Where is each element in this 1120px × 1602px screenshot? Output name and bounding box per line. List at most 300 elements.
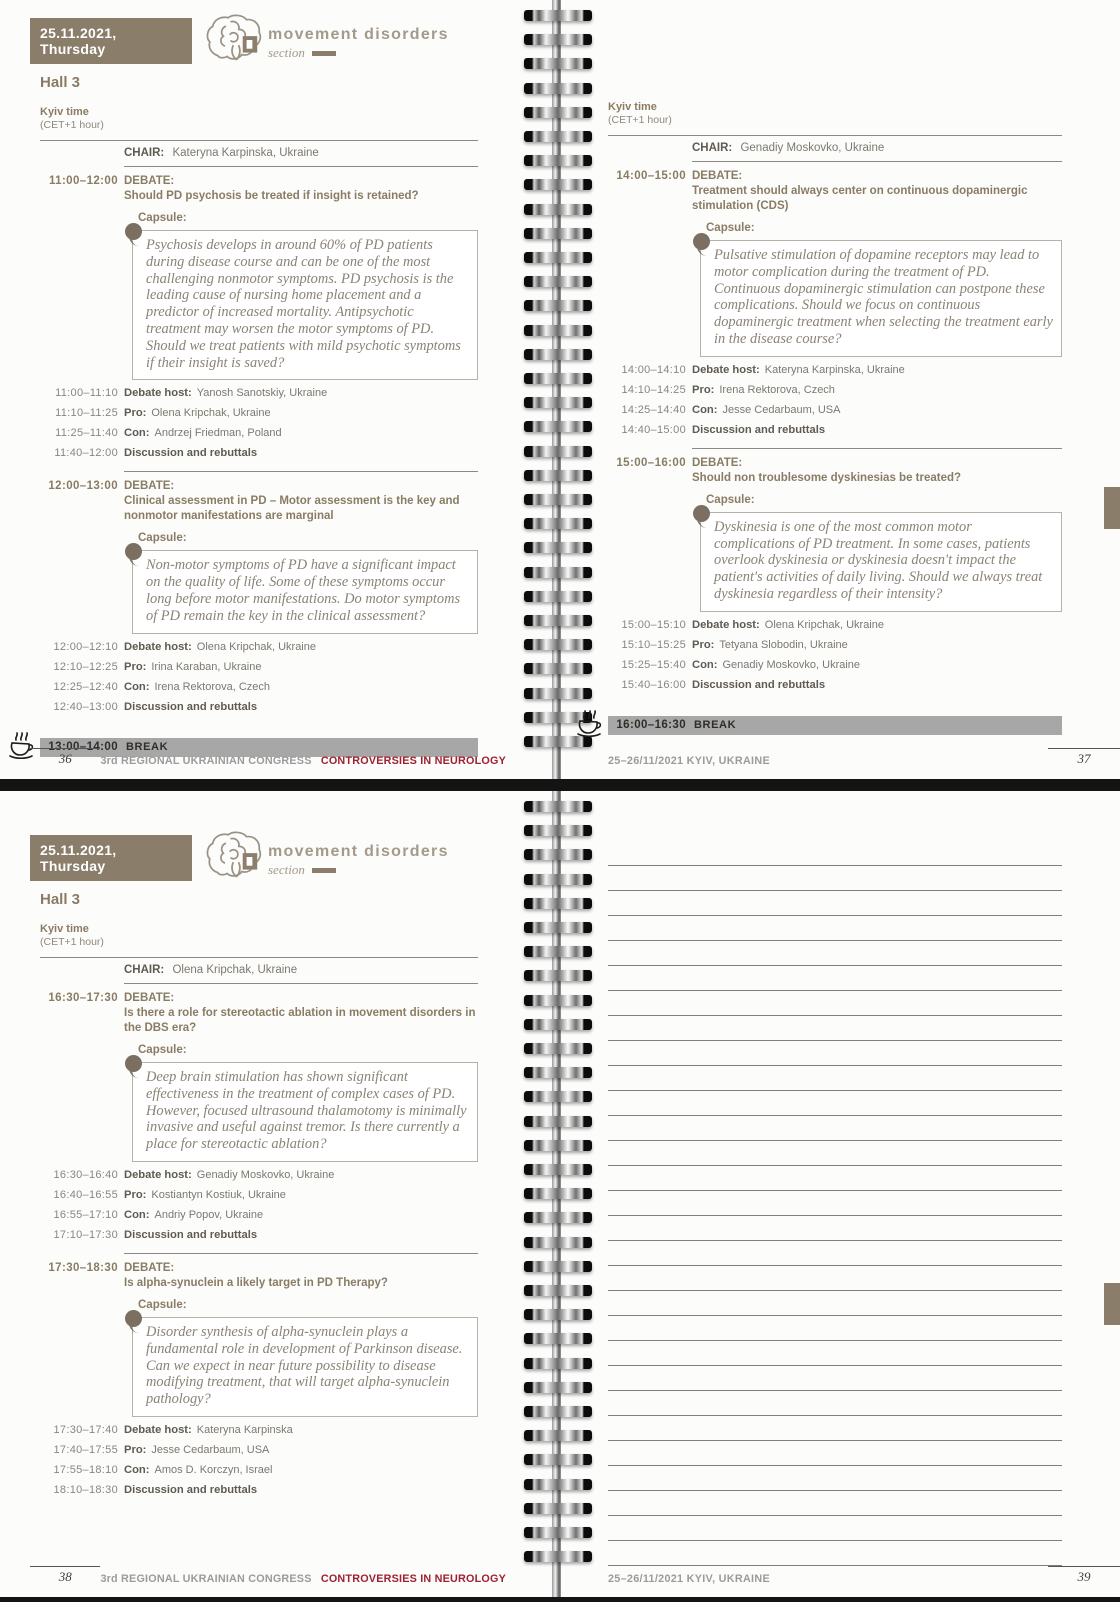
speaker-name: Kateryna Karpinska, Ukraine	[764, 363, 905, 376]
schedule-row	[53, 1463, 478, 1477]
capsule-text: Pulsative stimulation of dopamine receptors may lead to motor complication during the treatment of PD. Continuous dopaminergic stimulation can postpone these complications. Should we focus on continuous dopaminergic treatment when selecting the treatment early in the disease course?	[714, 247, 1053, 347]
session-list	[608, 162, 1062, 735]
schedule-label: Debate host:	[124, 1423, 192, 1436]
note-line	[608, 965, 1062, 990]
spiral-ring	[524, 1358, 592, 1369]
schedule-time: 15:10–15:25	[621, 638, 686, 651]
spread-divider	[0, 779, 1120, 791]
schedule-label: Pro:	[124, 1188, 147, 1201]
event-info: 25–26/11/2021 KYIV, UKRAINE	[608, 755, 770, 767]
debate-label: DEBATE:	[692, 456, 743, 469]
spiral-ring	[524, 898, 592, 909]
spiral-binding	[520, 0, 596, 779]
spiral-ring	[524, 542, 592, 553]
congress-title: CONTROVERSIES IN NEUROLOGY	[320, 755, 506, 767]
session-block	[608, 449, 1062, 704]
spiral-ring	[524, 446, 592, 457]
schedule-time: 18:10–18:30	[53, 1483, 118, 1496]
schedule-label: Con:	[124, 680, 150, 693]
schedule-time: 11:25–11:40	[55, 427, 118, 440]
schedule-row	[53, 1443, 478, 1457]
page-number: 37	[1048, 748, 1120, 767]
speaker-name: Yanosh Sanotskiy, Ukraine	[196, 387, 328, 400]
session-time: 17:30–18:30	[48, 1261, 118, 1274]
schedule-time: 17:40–17:55	[53, 1443, 118, 1456]
capsule-label: Capsule:	[706, 493, 755, 506]
spiral-ring	[524, 1140, 592, 1151]
page-36	[40, 0, 506, 779]
spiral-ring	[524, 204, 592, 215]
schedule-label: Debate host:	[692, 618, 760, 631]
note-line	[608, 1090, 1062, 1115]
chair-name: Kateryna Karpinska, Ukraine	[172, 147, 319, 159]
speaker-name: Andrzej Friedman, Poland	[154, 427, 282, 440]
schedule-time: 15:25–15:40	[621, 658, 686, 671]
schedule-row	[621, 618, 1062, 632]
page-header	[30, 835, 478, 885]
spiral-ring	[524, 397, 592, 408]
note-line	[608, 1390, 1062, 1415]
schedule-time: 12:10–12:25	[53, 660, 118, 673]
date-box	[30, 18, 192, 64]
spiral-ring	[524, 1551, 592, 1562]
schedule-time: 11:10–11:25	[55, 407, 118, 420]
timezone-title: Kyiv time	[608, 101, 657, 113]
congress-footer	[100, 755, 506, 767]
capsule-bullet-icon	[125, 543, 142, 560]
note-line	[608, 1515, 1062, 1540]
page-38	[40, 791, 506, 1597]
spiral-ring	[524, 825, 592, 836]
capsule-bullet-icon	[693, 233, 710, 250]
chair-row	[40, 141, 478, 167]
speaker-name: Irena Rektorova, Czech	[154, 680, 271, 693]
capsule-box	[132, 1062, 478, 1162]
capsule-bullet-icon	[693, 505, 710, 522]
schedule-time: 12:00–12:10	[53, 640, 118, 653]
spiral-ring	[524, 1454, 592, 1465]
speaker-name: Kostiantyn Kostiuk, Ukraine	[151, 1188, 286, 1201]
schedule-row	[53, 1208, 478, 1222]
schedule-time: 17:55–18:10	[53, 1463, 118, 1476]
spiral-ring	[524, 1406, 592, 1417]
spiral-ring	[524, 131, 592, 142]
note-line	[608, 1215, 1062, 1240]
note-line	[608, 915, 1062, 940]
note-line	[608, 1415, 1062, 1440]
congress-title: CONTROVERSIES IN NEUROLOGY	[320, 1573, 506, 1585]
break-label: BREAK	[694, 719, 737, 732]
spiral-ring	[524, 1188, 592, 1199]
schedule-label: Pro:	[692, 383, 715, 396]
note-line	[608, 1190, 1062, 1215]
schedule-label: Debate host:	[124, 1168, 192, 1181]
logo-bar	[312, 51, 336, 56]
spiral-ring	[524, 1237, 592, 1248]
debate-title: Clinical assessment in PD – Motor assessment is the key and nonmotor manifestations are marginal	[124, 495, 460, 523]
note-line	[608, 1165, 1062, 1190]
chair-label: CHAIR:	[692, 142, 733, 154]
spiral-ring	[524, 228, 592, 239]
timezone-sub: (CET+1 hour)	[608, 114, 672, 126]
note-line	[608, 1490, 1062, 1515]
schedule-label: Pro:	[124, 1443, 147, 1456]
schedule-row	[55, 407, 478, 420]
spiral-ring	[524, 518, 592, 529]
chair-name: Genadiy Moskovko, Ukraine	[740, 142, 885, 154]
debate-label: DEBATE:	[124, 1261, 175, 1274]
session-block	[40, 1254, 478, 1509]
speaker-name: Irena Rektorova, Czech	[719, 383, 835, 396]
section-title: movement disorders	[268, 26, 449, 43]
spiral-ring	[524, 1503, 592, 1514]
page-footer	[608, 1566, 1120, 1585]
capsule-text: Deep brain stimulation has shown significant effectiveness in the treatment of complex cases of PD. However, focused ultrasound thalamotomy is minimally invasive and useful against tremor. Is there currently a place for stereotactic ablation?	[146, 1069, 467, 1153]
spiral-ring	[524, 34, 592, 45]
spiral-ring	[524, 1309, 592, 1320]
schedule-label: Discussion and rebuttals	[692, 678, 826, 691]
schedule-time: 14:10–14:25	[621, 383, 686, 396]
spiral-ring	[524, 1164, 592, 1175]
spiral-ring	[524, 494, 592, 505]
schedule-row	[621, 383, 1062, 397]
spiral-ring	[524, 946, 592, 957]
break-label: BREAK	[126, 741, 169, 754]
brain-icon	[204, 829, 264, 885]
debate-title: Is there a role for stereotactic ablation in movement disorders in the DBS era?	[124, 1007, 476, 1034]
schedule-label: Discussion and rebuttals	[124, 447, 258, 460]
speaker-name: Kateryna Karpinska	[196, 1423, 293, 1436]
spiral-ring	[524, 591, 592, 602]
note-line	[608, 1115, 1062, 1140]
schedule-row	[621, 363, 1062, 377]
session-list	[40, 984, 478, 1509]
chair-row	[40, 958, 478, 984]
note-line	[608, 1440, 1062, 1465]
page-footer	[30, 1566, 506, 1585]
logo-text	[268, 829, 449, 885]
section-title: movement disorders	[268, 843, 449, 860]
event-info: 25–26/11/2021 KYIV, UKRAINE	[608, 1573, 770, 1585]
page-37	[608, 0, 1091, 779]
schedule-row	[53, 1228, 478, 1242]
break-time: 13:00–14:00	[48, 741, 118, 754]
schedule-time: 12:25–12:40	[53, 680, 118, 693]
spiral-ring	[524, 995, 592, 1006]
schedule-row	[53, 1483, 478, 1497]
schedule-time: 17:30–17:40	[53, 1423, 118, 1436]
schedule-label: Pro:	[124, 660, 147, 673]
spiral-ring	[524, 1479, 592, 1490]
schedule-label: Discussion and rebuttals	[124, 1228, 258, 1241]
schedule-row	[53, 1423, 478, 1437]
capsule-label: Capsule:	[706, 222, 755, 234]
speaker-name: Genadiy Moskovko, Ukraine	[722, 658, 861, 671]
capsule-label: Capsule:	[138, 532, 187, 545]
speaker-name: Olena Kripchak, Ukraine	[151, 407, 271, 420]
speaker-name: Amos D. Korczyn, Israel	[154, 1463, 273, 1476]
schedule-label: Debate host:	[692, 363, 760, 376]
congress-prefix: 3rd REGIONAL UKRAINIAN CONGRESS	[100, 1573, 312, 1585]
page-number: 39	[1048, 1566, 1120, 1585]
debate-label: DEBATE:	[124, 992, 175, 1004]
chair-label: CHAIR:	[124, 147, 165, 159]
schedule-row	[53, 640, 478, 654]
section-subtitle	[268, 862, 449, 878]
capsule-bullet-icon	[125, 1310, 142, 1327]
schedule-label: Con:	[124, 1463, 150, 1476]
date-box	[30, 835, 192, 881]
section-tab	[1104, 487, 1120, 529]
schedule-label: Discussion and rebuttals	[692, 423, 826, 436]
schedule-row	[55, 387, 478, 400]
capsule-label: Capsule:	[138, 1044, 187, 1056]
section-subtitle	[268, 45, 449, 61]
schedule-label: Debate host:	[124, 387, 192, 400]
schedule-time: 11:40–12:00	[54, 447, 118, 460]
chair-row	[608, 136, 1062, 162]
note-line	[608, 1290, 1062, 1315]
spiral-ring	[524, 252, 592, 263]
spiral-ring	[524, 373, 592, 384]
schedule-label: Con:	[692, 403, 718, 416]
timezone-sub: (CET+1 hour)	[40, 936, 104, 948]
schedule-label: Con:	[124, 427, 150, 440]
capsule-box	[700, 512, 1062, 612]
congress-prefix: 3rd REGIONAL UKRAINIAN CONGRESS	[100, 755, 312, 767]
note-line	[608, 865, 1062, 890]
schedule-label: Pro:	[124, 407, 147, 420]
hall-label: Hall 3	[40, 74, 81, 91]
note-line	[608, 1465, 1062, 1490]
capsule-text: Disorder synthesis of alpha-synuclein plays a fundamental role in development of Parkinson disease. Can we expect in near future possibility to disease modifying treatment, that will target alpha-synuclein pathology?	[146, 1323, 463, 1408]
spiral-ring	[524, 325, 592, 336]
session-time: 11:00–12:00	[49, 175, 118, 187]
spiral-ring	[524, 10, 592, 21]
schedule-row	[53, 660, 478, 674]
schedule-row	[54, 447, 478, 460]
schedule-label: Discussion and rebuttals	[124, 1483, 258, 1496]
spiral-ring	[524, 874, 592, 885]
schedule-time: 14:00–14:10	[621, 363, 686, 376]
chair-name: Olena Kripchak, Ukraine	[172, 964, 298, 976]
spiral-ring	[524, 801, 592, 812]
spiral-ring	[524, 1527, 592, 1538]
schedule-time: 15:00–15:10	[621, 618, 686, 631]
schedule-time: 16:55–17:10	[53, 1208, 118, 1221]
spiral-ring	[524, 179, 592, 190]
schedule-row	[53, 680, 478, 694]
spiral-binding	[520, 791, 596, 1597]
speaker-name: Jesse Cedarbaum, USA	[722, 403, 841, 416]
spread-bottom	[0, 791, 1120, 1597]
note-line	[608, 1015, 1062, 1040]
schedule-label: Debate host:	[124, 640, 192, 653]
note-line	[608, 1240, 1062, 1265]
page-footer	[608, 748, 1120, 767]
debate-title: Is alpha-synuclein a likely target in PD Therapy?	[124, 1276, 388, 1289]
spiral-ring	[524, 1285, 592, 1296]
section-logo	[204, 12, 449, 68]
spiral-ring	[524, 1116, 592, 1127]
debate-label: DEBATE:	[124, 175, 175, 187]
spiral-ring	[524, 155, 592, 166]
capsule-label: Capsule:	[138, 212, 187, 224]
capsule-bullet-icon	[125, 1055, 142, 1072]
note-line	[608, 890, 1062, 915]
spiral-ring	[524, 567, 592, 578]
session-block	[608, 162, 1062, 449]
capsule-box	[132, 550, 478, 633]
page-footer	[30, 748, 506, 767]
schedule-label: Con:	[124, 1208, 150, 1221]
note-line	[608, 1140, 1062, 1165]
session-block	[40, 167, 478, 472]
timezone-title: Kyiv time	[40, 106, 89, 118]
schedule-row	[621, 403, 1062, 417]
spiral-ring	[524, 470, 592, 481]
chair-label: CHAIR:	[124, 964, 165, 976]
speaker-name: Olena Kripchak, Ukraine	[196, 640, 316, 653]
hall-label: Hall 3	[40, 891, 81, 908]
capsule-text: Dyskinesia is one of the most common motor complications of PD treatment. In some cases, patients overlook dyskinesia or dyskinesia doesn't impact the patient's activities of daily living. Should we always treat dyskinesia regardless of their intensity?	[714, 518, 1043, 602]
spiral-ring	[524, 688, 592, 699]
capsule-text: Non-motor symptoms of PD have a significant impact on the quality of life. Some of these symptoms occur long before motor manifestations. Do motor symptoms of PD remain the key in the clinical assessment?	[146, 557, 461, 624]
note-line	[608, 1065, 1062, 1090]
debate-label: DEBATE:	[124, 480, 175, 493]
spiral-ring	[524, 1382, 592, 1393]
speaker-name: Genadiy Moskovko, Ukraine	[196, 1168, 335, 1181]
speaker-name: Olena Kripchak, Ukraine	[764, 618, 884, 631]
section-logo	[204, 829, 449, 885]
congress-footer	[100, 1573, 506, 1585]
session-time: 14:00–15:00	[616, 170, 686, 182]
schedule-time: 15:40–16:00	[621, 678, 686, 691]
date-label: 25.11.2021, Thursday	[40, 842, 117, 874]
schedule-time: 12:40–13:00	[53, 700, 118, 713]
capsule-bullet-icon	[125, 223, 142, 240]
section-sub-label: section	[268, 862, 305, 877]
schedule-time: 11:00–11:10	[55, 387, 118, 400]
timezone-block	[40, 923, 478, 958]
section-tab	[1104, 1283, 1120, 1325]
break-time: 16:00–16:30	[616, 719, 686, 732]
spiral-ring	[524, 1261, 592, 1272]
session-block	[40, 984, 478, 1254]
timezone-block	[608, 101, 1062, 136]
note-line	[608, 1265, 1062, 1290]
schedule-row	[53, 1168, 478, 1182]
note-line	[608, 1340, 1062, 1365]
debate-title: Should non troublesome dyskinesias be treated?	[692, 471, 962, 484]
speaker-name: Tetyana Slobodin, Ukraine	[719, 638, 848, 651]
spiral-ring	[524, 421, 592, 432]
note-line	[608, 1365, 1062, 1390]
debate-title: Should PD psychosis be treated if insight is retained?	[124, 190, 419, 202]
spiral-ring	[524, 300, 592, 311]
brain-icon	[204, 12, 264, 68]
note-line	[608, 1315, 1062, 1340]
spiral-ring	[524, 1019, 592, 1030]
timezone-title: Kyiv time	[40, 923, 89, 935]
capsule-text: Psychosis develops in around 60% of PD patients during disease course and can be one of the most challenging nonmotor symptoms. PD psychosis is the leading cause of nursing home placement and a predictor of increased mortality. Antipsychotic treatment may worsen the motor symptoms of PD. Should we treat patients with mild psychotic symptoms if their insight is saved?	[146, 237, 461, 371]
spiral-ring	[524, 1067, 592, 1078]
timezone-sub: (CET+1 hour)	[40, 119, 104, 131]
note-line	[608, 940, 1062, 965]
timezone-block	[40, 106, 478, 141]
coffee-icon	[574, 707, 606, 739]
schedule-row	[53, 1188, 478, 1202]
schedule-time: 16:40–16:55	[53, 1188, 118, 1201]
session-list	[40, 167, 478, 757]
spiral-ring	[524, 1043, 592, 1054]
capsule-box	[700, 240, 1062, 357]
spread-top	[0, 0, 1120, 779]
break-bar	[608, 716, 1062, 735]
speaker-name: Irina Karaban, Ukraine	[151, 660, 262, 673]
capsule-label: Capsule:	[138, 1298, 187, 1311]
session-time: 16:30–17:30	[48, 992, 118, 1004]
debate-label: DEBATE:	[692, 170, 743, 182]
debate-title: Treatment should always center on continuous dopaminergic stimulation (CDS)	[692, 185, 1028, 212]
schedule-time: 16:30–16:40	[53, 1168, 118, 1181]
capsule-box	[132, 1317, 478, 1417]
spiral-ring	[524, 349, 592, 360]
spiral-ring	[524, 1091, 592, 1102]
schedule-time: 14:40–15:00	[621, 423, 686, 436]
speaker-name: Andriy Popov, Ukraine	[154, 1208, 264, 1221]
page-39	[608, 791, 1091, 1597]
page-header	[30, 18, 478, 68]
logo-text	[268, 12, 449, 68]
section-sub-label: section	[268, 45, 305, 60]
schedule-row	[55, 427, 478, 440]
spiral-ring	[524, 663, 592, 674]
schedule-time: 17:10–17:30	[53, 1228, 118, 1241]
date-label: 25.11.2021, Thursday	[40, 25, 117, 57]
spiral-ring	[524, 970, 592, 981]
spiral-ring	[524, 849, 592, 860]
spiral-ring	[524, 83, 592, 94]
schedule-row	[53, 700, 478, 714]
spiral-ring	[524, 276, 592, 287]
schedule-label: Discussion and rebuttals	[124, 700, 258, 713]
speaker-name: Jesse Cedarbaum, USA	[151, 1443, 270, 1456]
note-line	[608, 1040, 1062, 1065]
schedule-row	[621, 678, 1062, 692]
spiral-ring	[524, 1212, 592, 1223]
page-edge	[0, 1597, 1120, 1602]
schedule-row	[621, 638, 1062, 652]
page-number: 38	[30, 1566, 100, 1585]
schedule-label: Pro:	[692, 638, 715, 651]
page-number: 36	[30, 748, 100, 767]
note-line	[608, 1540, 1062, 1565]
spiral-ring	[524, 107, 592, 118]
spiral-ring	[524, 615, 592, 626]
schedule-row	[621, 658, 1062, 672]
schedule-label: Con:	[692, 658, 718, 671]
capsule-box	[132, 230, 478, 380]
session-block	[40, 472, 478, 725]
spiral-ring	[524, 58, 592, 69]
notes-lines	[608, 865, 1062, 1590]
schedule-row	[621, 423, 1062, 437]
note-line	[608, 990, 1062, 1015]
spiral-ring	[524, 1333, 592, 1344]
logo-bar	[312, 868, 336, 873]
spiral-ring	[524, 639, 592, 650]
